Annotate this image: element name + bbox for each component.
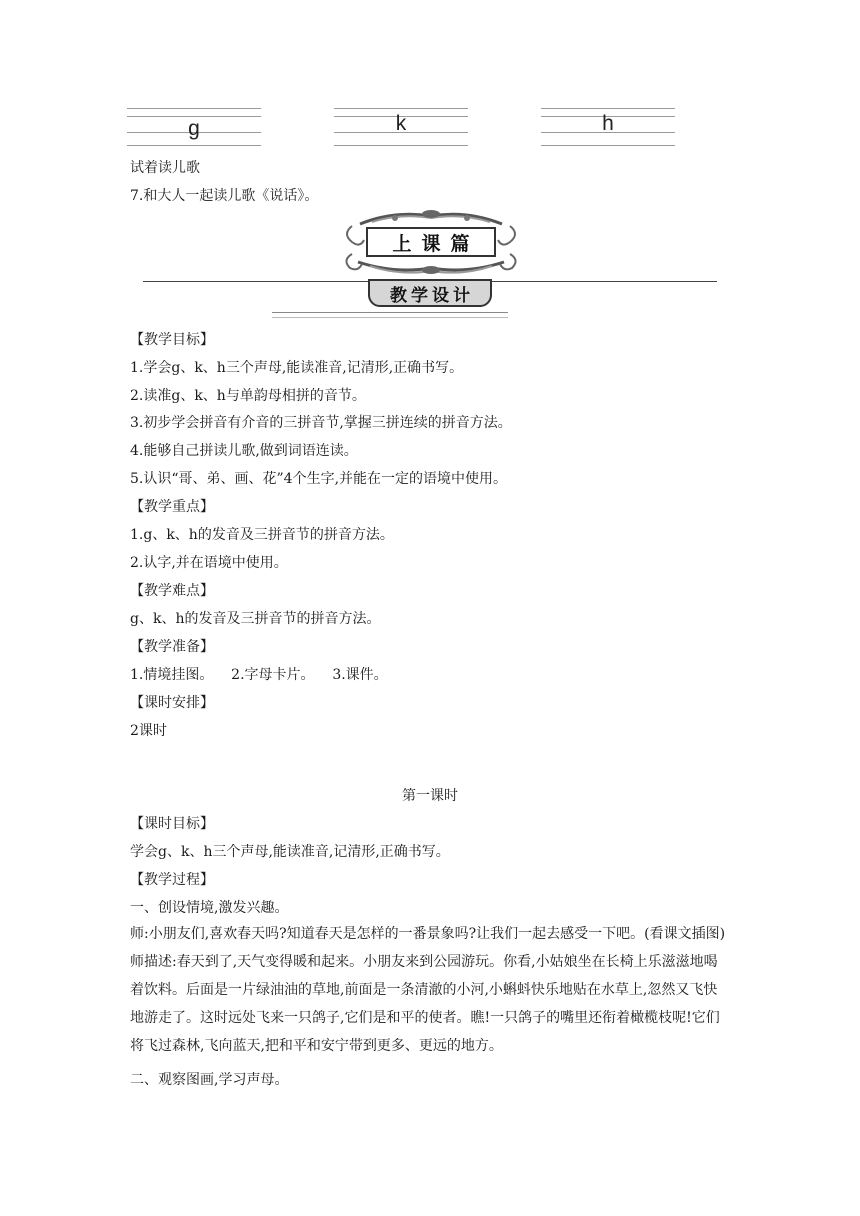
preparation-text: 1.情境挂图。 2.字母卡片。 3.课件。 [130,667,388,683]
step-2-heading: 二、观察图画,学习声母。 [130,1072,289,1088]
banner-bottom-title: 教学设计 [368,279,492,307]
goals-heading: 【教学目标】 [130,332,214,348]
schedule-heading: 【课时安排】 [130,695,214,711]
banner-top-title: 上课篇 [366,227,496,257]
difficulty-heading: 【教学难点】 [130,583,214,599]
lesson-paragraph: 师:小朋友们,喜欢春天吗?知道春天是怎样的一番景象吗?让我们一起去感受一下吧。(看课文插图)师描述:春天到了,天气变得暖和起来。小朋友来到公园游玩。你看,小姑娘坐在长椅上乐滋滋地喝着饮料。后面是一片绿油油的草地,前面是一条清澈的小河,小蝌蚪快乐地贴在水草上,忽然又飞快地游走了。这时远处飞来一只鸽子,它们是和平的使者。瞧!一只鸽子的嘴里还衔着橄榄枝呢!它们将飞过森林,飞向蓝天,把和平和安宁带到更多、更远的地方。 [130,926,726,1054]
goal-item: 2.读准g、k、h与单韵母相拼的音节。 [130,388,366,404]
lesson-title: 第一课时 [402,788,458,804]
key-point-item: 1.g、k、h的发音及三拼音节的拼音方法。 [130,527,394,543]
preparation-heading: 【教学准备】 [130,639,214,655]
lesson-goal-heading: 【课时目标】 [130,816,214,832]
goal-item: 4.能够自己拼读儿歌,做到词语连读。 [130,443,358,459]
goal-item: 1.学会g、k、h三个声母,能读准音,记清形,正确书写。 [130,360,464,376]
process-heading: 【教学过程】 [130,872,214,888]
lesson-goal-text: 学会g、k、h三个声母,能读准音,记清形,正确书写。 [130,844,450,860]
banner-underline [272,312,508,318]
goal-item: 5.认识“哥、弟、画、花”4个生字,并能在一定的语境中使用。 [130,471,508,487]
step-1-heading: 一、创设情境,激发兴趣。 [130,900,289,916]
key-point-item: 2.认字,并在语境中使用。 [130,555,288,571]
task-7-text: 7.和大人一起读儿歌《说话》。 [130,188,319,204]
schedule-text: 2课时 [130,723,167,739]
difficulty-text: g、k、h的发音及三拼音节的拼音方法。 [130,611,381,627]
grid-letter: g [188,117,200,140]
grid-letter: k [395,112,407,135]
grid-letter: h [602,112,614,135]
key-points-heading: 【教学重点】 [130,499,214,515]
goal-item: 3.初步学会拼音有介音的三拼音节,掌握三拼连续的拼音方法。 [130,415,512,431]
try-read-text: 试着读儿歌 [130,160,200,176]
